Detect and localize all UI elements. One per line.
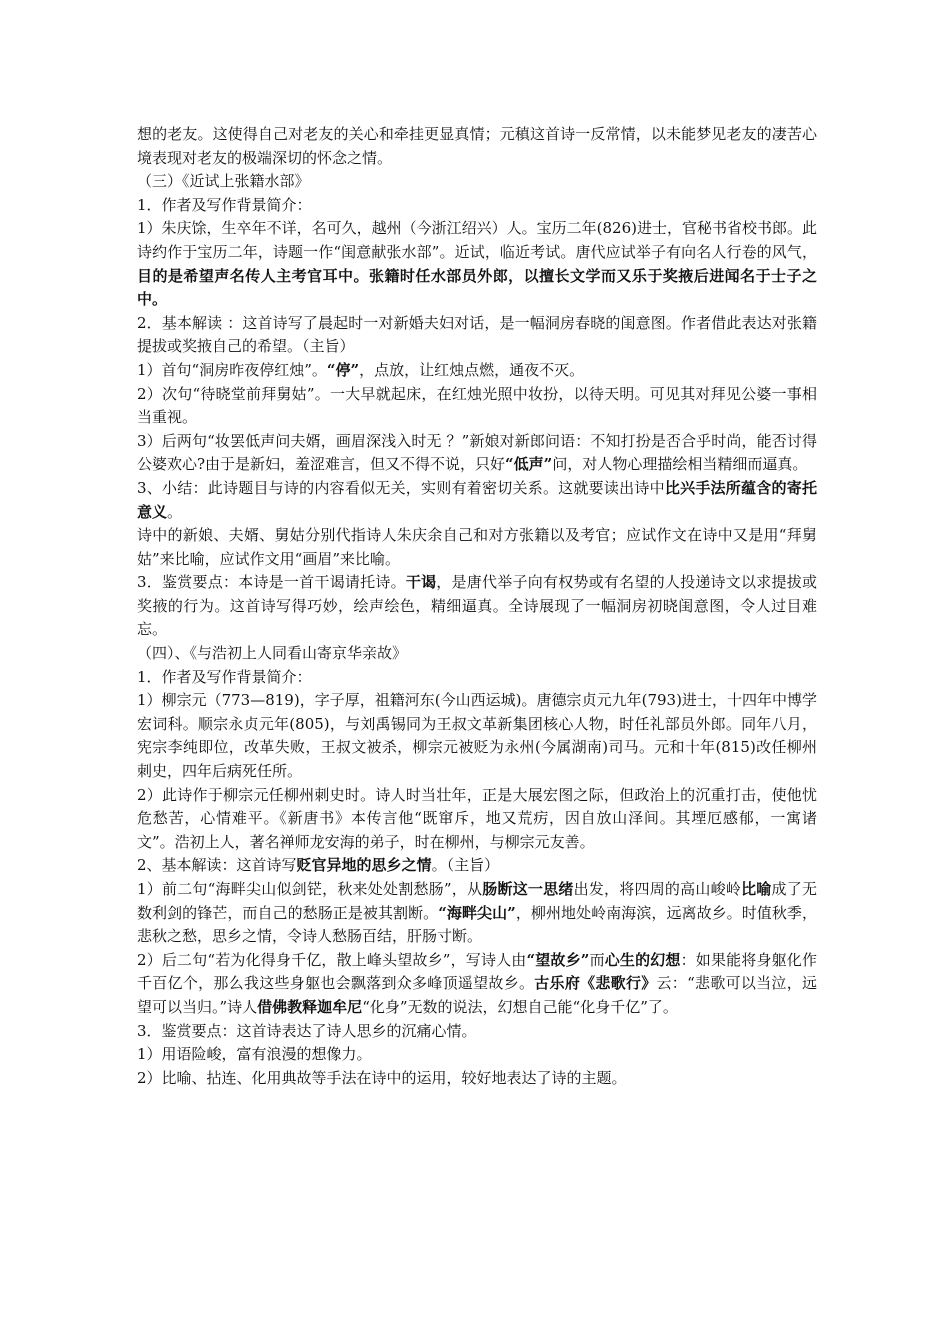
text-run: 1）柳宗元（773—819)，字子厚，祖籍河东(今山西运城)。唐德宗贞元九年(793)进士，十四年中博学宏词科。顺宗永贞元年(805)，与刘禹锡同为王叔文革新集团核心人物，时任礼部员外郎。同年八月，宪宗李纯即位，改革失败，王叔文被杀，柳宗元被贬为永州(今属湖南)司马。元和十年(815)改任柳州刺史，四年后病死任所。 (137, 691, 817, 781)
paragraph (137, 524, 817, 571)
bold-text: 比喻 (741, 880, 772, 898)
paragraph (137, 312, 817, 359)
text-run: 而 (589, 950, 605, 969)
bold-text: “望故乡” (526, 950, 590, 969)
bold-text: 借佛教释迦牟尼 (257, 997, 363, 1016)
text-run: （四）、《与浩初上人同看山寄京华亲故》 (137, 644, 408, 663)
paragraph (137, 123, 817, 170)
bold-text: 干谒 (405, 573, 437, 592)
paragraph (137, 1020, 817, 1044)
text-run: 1）首句“洞房昨夜停红烛”。 (137, 360, 327, 379)
paragraph (137, 784, 817, 855)
bold-text: 肠断这一思绪 (482, 880, 574, 898)
text-run: 2）比喻、拈连、化用典故等手法在诗中的运用，较好地表达了诗的主题。 (137, 1068, 627, 1087)
text-run: 云：“悲歌可以当泣，远望可以当归。”诗人 (137, 974, 817, 1016)
text-run: ，点放，让红烛点燃，通夜不灭。 (359, 360, 585, 379)
bold-text: 目的是希望声名传人主考官耳中。张籍时任水部员外郎，以擅长文学而又乐于奖掖后进闻名于士子之中。 (137, 266, 817, 309)
text-run: 问，对人物心理描绘相当精细而逼真。 (552, 455, 808, 474)
bold-text: “停” (326, 360, 360, 379)
bold-text: 心生的幻想 (604, 950, 681, 969)
paragraph (137, 1043, 817, 1067)
paragraph (137, 949, 817, 1020)
text-run: ，是唐代举子向有权势或有名望的人投递诗文以求提拔或奖掖的行为。这首诗写得巧妙，绘声绘色，精细逼真。全诗展现了一幅洞房初晓闺意图，令人过目难忘。 (137, 573, 817, 639)
text-run: 2）后二句“若为化得身千亿，散上峰头望故乡”，写诗人由 (137, 950, 527, 969)
text-run: 1．作者及写作背景简介： (137, 667, 312, 686)
bold-text: 比兴手法所蕴含的寄托意义 (137, 478, 817, 521)
text-run: 1）前二句“海畔尖山似剑铓，秋来处处割愁肠”，从 (137, 880, 483, 898)
paragraph (137, 383, 817, 430)
text-run: 成了无数利剑的锋芒，而自己的愁肠正是被其割断。 (137, 880, 817, 922)
paragraph (137, 170, 817, 194)
paragraph (137, 571, 817, 642)
paragraph (137, 194, 817, 218)
paragraph (137, 878, 817, 949)
text-run: “化身”无数的说法，幻想自己能“化身千亿”了。 (362, 997, 678, 1016)
paragraph (137, 642, 817, 666)
text-run: ，柳州地处岭南海滨，远离故乡。时值秋季，悲秋之愁，思乡之情，令诗人愁肠百结，肝肠寸断。 (137, 903, 817, 946)
bold-text: 古乐府《悲歌行》 (534, 974, 657, 993)
text-run: 3、小结：此诗题目与诗的内容看似无关，实则有着密切关系。这就要读出诗中 (137, 478, 665, 497)
paragraph (137, 1067, 817, 1091)
document-body (137, 123, 817, 1090)
bold-text: “海畔尖山” (438, 903, 516, 922)
paragraph (137, 689, 817, 783)
text-run: 1）朱庆馀，生卒年不详，名可久，越州（今浙江绍兴）人。宝历二年(826)进士，官秘书省校书郎。此诗约作于宝历二年，诗题一作“闺意献张水部”。近试，临近考试。唐代应试举子有向名人行卷的风气， (137, 219, 817, 261)
text-run: （三）《近试上张籍水部》 (137, 172, 310, 191)
text-run: 2、基本解读：这首诗写 (137, 856, 297, 875)
text-run: 。 (167, 502, 183, 521)
text-run: ：如果能将身躯化作千百亿个，那么我这些身躯也会飘落到众多峰顶遥望故乡。 (137, 950, 817, 993)
bold-text: 贬官异地的思乡之情 (296, 856, 432, 875)
paragraph (137, 359, 817, 383)
paragraph (137, 430, 817, 477)
text-run: 3）后两句“妆罢低声问夫婿，画眉深浅入时无 ？”新娘对新郎问语：不知打扮是否合乎时尚，能否讨得公婆欢心?由于是新妇，羞涩难言，但又不得不说，只好 (137, 431, 817, 474)
text-run: 2．基本解读 ：这首诗写了晨起时一对新婚夫妇对话，是一幅洞房春晓的闺意图。作者借此表达对张籍提拔或奖掖自己的希望。（主旨） (137, 313, 817, 356)
bold-text: “低声” (505, 455, 553, 474)
paragraph (137, 217, 817, 311)
text-run: 出发，将四周的高山峻岭 (573, 880, 742, 898)
text-run: 1．作者及写作背景简介： (137, 195, 312, 214)
text-run: 2）次句“待晓堂前拜舅姑”。一大早就起床，在红烛光照中妆扮，以待天明。可见其对拜见公婆一事相当重视。 (137, 384, 817, 427)
paragraph (137, 666, 817, 690)
text-run: 1）用语险峻，富有浪漫的想像力。 (137, 1045, 372, 1064)
text-run: 3．鉴赏要点：本诗是一首干谒请托诗。 (137, 573, 406, 592)
text-run: 2）此诗作于柳宗元任柳州刺史时。诗人时当壮年，正是大展宏图之际，但政治上的沉重打击，使他忧危愁苦，心情难平。《新唐书》本传言他“既窜斥，地又荒疠，因自放山泽间。其堙厄感郁，一寓诸文”。浩初上人，著名禅师龙安海的弟子，时在柳州，与柳宗元友善。 (137, 785, 817, 851)
text-run: 想的老友。这使得自己对老友的关心和牵挂更显真情；元稹这首诗一反常情，以未能梦见老友的凄苦心境表现对老友的极端深切的怀念之情。 (137, 125, 817, 167)
paragraph (137, 854, 817, 878)
text-run: 3．鉴赏要点：这首诗表达了诗人思乡的沉痛心情。 (137, 1021, 477, 1040)
text-run: 。（主旨） (431, 856, 500, 875)
paragraph (137, 477, 817, 524)
text-run: 诗中的新娘、夫婿、舅姑分别代指诗人朱庆余自己和对方张籍以及考官；应试作文在诗中又是用“拜舅姑”来比喻，应试作文用“画眉”来比喻。 (137, 526, 817, 568)
